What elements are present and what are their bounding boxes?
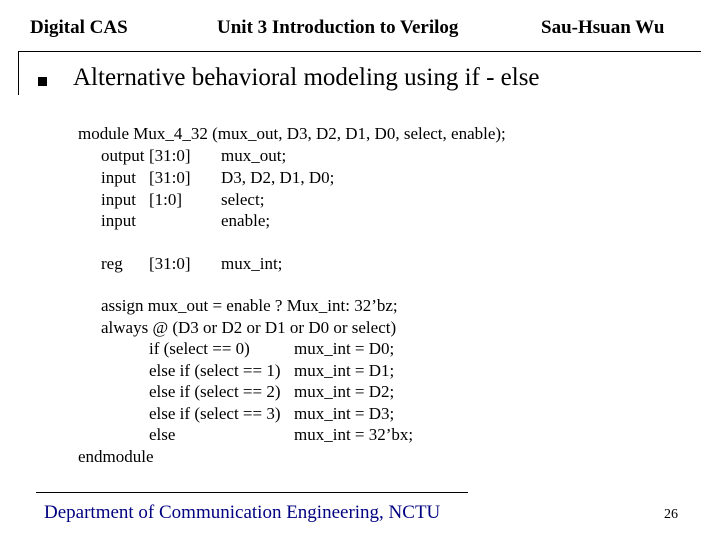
- header-divider-vertical: [18, 51, 19, 95]
- code-decl-range: [31:0]: [149, 168, 191, 187]
- code-module-line: module Mux_4_32 (mux_out, D3, D2, D1, D0, select, enable);: [78, 124, 506, 143]
- code-decl-kw: input: [101, 190, 136, 209]
- code-reg-names: mux_int;: [221, 254, 283, 273]
- footer-department: Department of Communication Engineering, NCTU: [44, 502, 441, 523]
- code-reg-range: [31:0]: [149, 254, 191, 273]
- code-always-line: always @ (D3 or D2 or D1 or D0 or select): [101, 318, 397, 337]
- code-branch-stmt: mux_int = D1;: [294, 361, 395, 380]
- code-decl-range: [31:0]: [149, 146, 191, 165]
- code-decl-kw: output: [101, 146, 145, 165]
- code-decl-names: mux_out;: [221, 146, 287, 165]
- code-branch-stmt: mux_int = D2;: [294, 382, 395, 401]
- code-branch-stmt: mux_int = D0;: [294, 339, 395, 358]
- code-branch-cond: else if (select == 1): [149, 361, 281, 380]
- header-course: Digital CAS: [30, 17, 128, 38]
- code-branch-cond: else: [149, 425, 176, 444]
- bullet-square-icon: [38, 77, 47, 86]
- code-decl-names: enable;: [221, 211, 271, 230]
- code-branch-stmt: mux_int = 32’bx;: [294, 425, 414, 444]
- code-assign-line: assign mux_out = enable ? Mux_int: 32’bz;: [101, 296, 398, 315]
- code-decl-names: select;: [221, 190, 265, 209]
- code-branch-cond: if (select == 0): [149, 339, 250, 358]
- header-divider: [18, 51, 701, 52]
- page-number: 26: [664, 507, 678, 522]
- footer-divider: [36, 492, 468, 493]
- code-decl-kw: input: [101, 211, 136, 230]
- code-end-line: endmodule: [78, 447, 154, 466]
- code-decl-names: D3, D2, D1, D0;: [221, 168, 335, 187]
- code-branch-cond: else if (select == 3): [149, 404, 281, 423]
- code-branch-stmt: mux_int = D3;: [294, 404, 395, 423]
- header-unit-title: Unit 3 Introduction to Verilog: [217, 17, 459, 38]
- code-branch-cond: else if (select == 2): [149, 382, 281, 401]
- code-decl-range: [1:0]: [149, 190, 183, 209]
- code-reg-kw: reg: [101, 254, 123, 273]
- slide-title: Alternative behavioral modeling using if - else: [73, 64, 540, 91]
- header-author: Sau-Hsuan Wu: [541, 17, 665, 38]
- code-decl-kw: input: [101, 168, 136, 187]
